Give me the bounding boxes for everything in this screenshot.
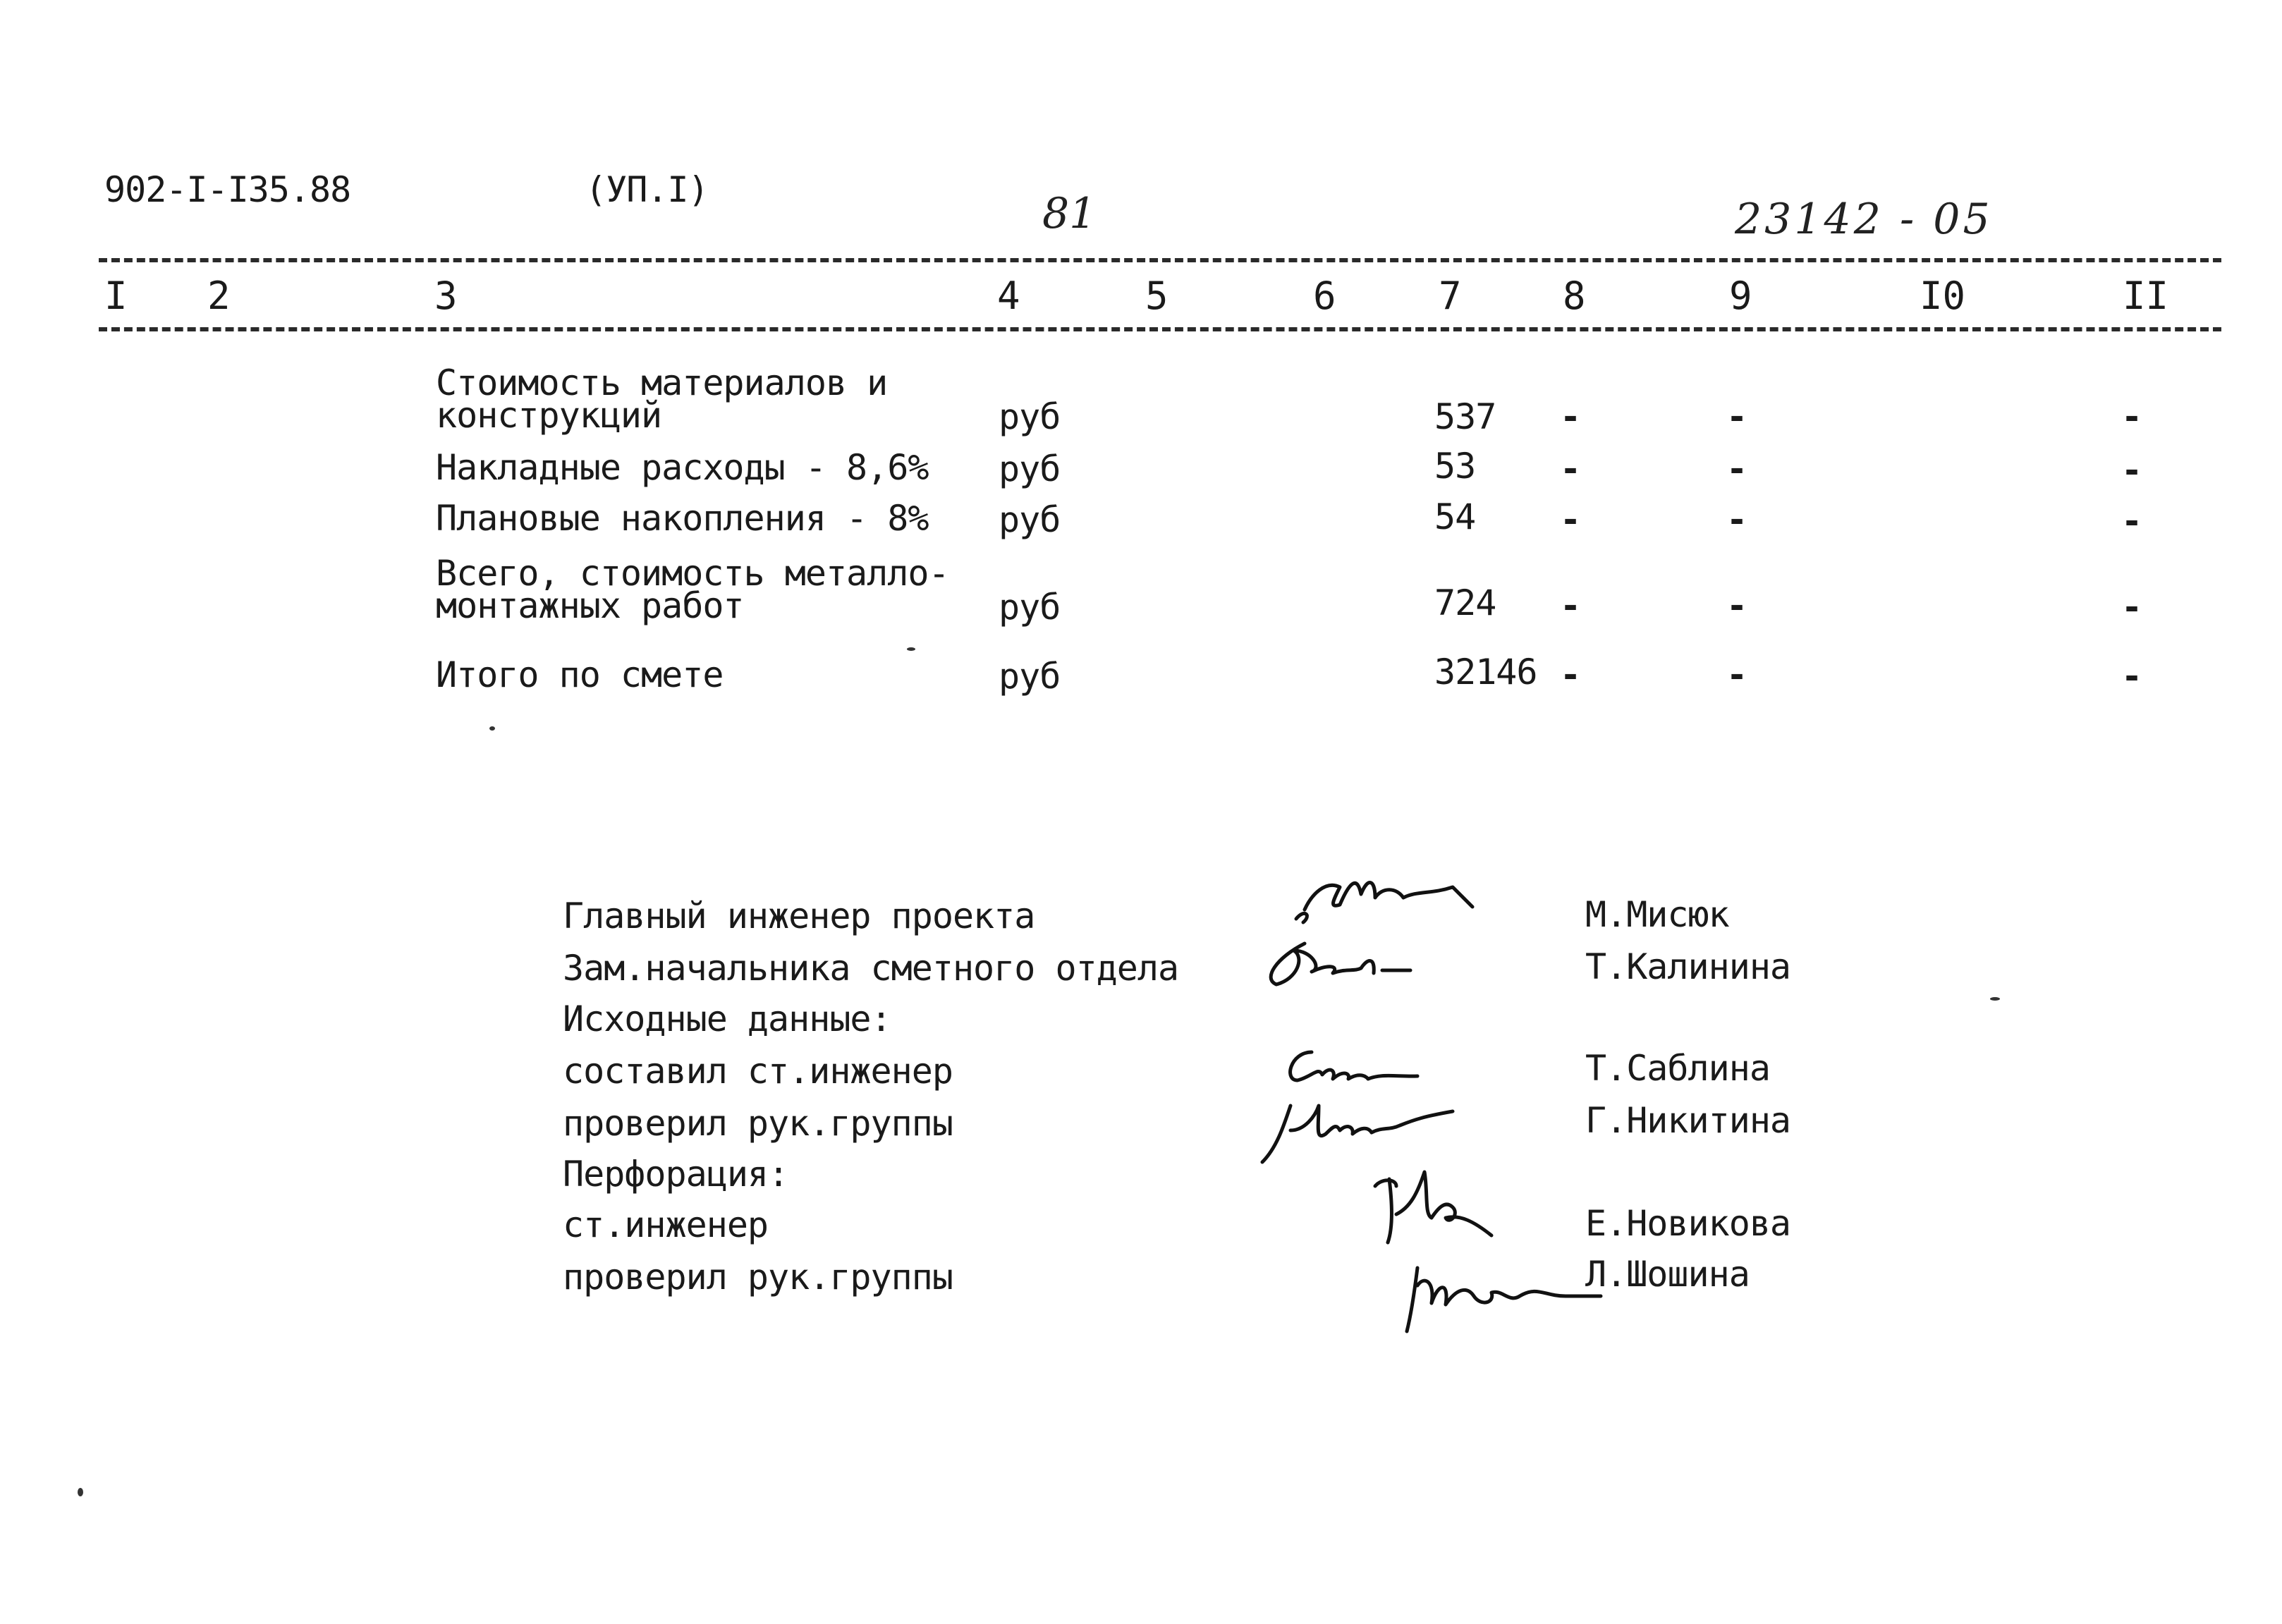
- handwritten-signature: [1396, 1254, 1608, 1338]
- row-unit: руб: [999, 656, 1061, 697]
- signature-role: Зам.начальника сметного отдела: [563, 948, 1179, 989]
- handwritten-signature: [1269, 1038, 1439, 1094]
- row-empty-mark: -: [1726, 654, 1747, 695]
- signature-section-heading: Перфорация:: [563, 1154, 789, 1195]
- handwritten-signature: [1368, 1165, 1537, 1257]
- row-empty-mark: -: [2121, 396, 2142, 437]
- column-number: 7: [1439, 274, 1462, 318]
- row-value: 54: [1434, 496, 1476, 537]
- row-empty-mark: -: [1726, 396, 1747, 437]
- row-empty-mark: -: [2121, 450, 2142, 491]
- row-empty-mark: -: [1560, 448, 1581, 489]
- row-empty-mark: -: [1726, 448, 1747, 489]
- row-value: 53: [1434, 446, 1476, 487]
- signature-name: Т.Саблина: [1585, 1048, 1770, 1089]
- signature-name: Г.Никитина: [1585, 1100, 1791, 1141]
- signature-name: Л.Шошина: [1585, 1254, 1750, 1295]
- row-empty-mark: -: [1560, 654, 1581, 695]
- column-number: 3: [434, 274, 458, 318]
- column-number: 9: [1729, 274, 1752, 318]
- row-value: 32146: [1434, 652, 1537, 692]
- handwritten-signature: [1248, 1092, 1474, 1169]
- header-top-rule: [99, 258, 2221, 262]
- column-number: 2: [207, 274, 231, 318]
- handwritten-signature: [1291, 866, 1488, 929]
- signature-role: составил ст.инженер: [563, 1051, 953, 1092]
- row-label: монтажных работ: [436, 585, 744, 626]
- scan-speck: [907, 647, 915, 651]
- row-label: Накладные расходы - 8,6%: [436, 447, 929, 488]
- row-empty-mark: -: [1560, 499, 1581, 540]
- row-value: 537: [1434, 396, 1496, 437]
- column-number: 8: [1563, 274, 1586, 318]
- row-label: Всего, стоимость металло-: [436, 553, 949, 594]
- row-label: Стоимость материалов и: [436, 362, 888, 403]
- document-code: 902-I-I35.88: [104, 169, 351, 210]
- signature-name: М.Мисюк: [1585, 894, 1729, 935]
- row-unit: руб: [999, 587, 1061, 628]
- column-number: 4: [997, 274, 1020, 318]
- column-number: II: [2123, 274, 2169, 318]
- signature-section-heading: Исходные данные:: [563, 999, 891, 1039]
- row-label: Плановые накопления - 8%: [436, 498, 929, 539]
- signature-name: Т.Калинина: [1585, 946, 1791, 987]
- row-label: конструкций: [436, 395, 662, 436]
- row-unit: руб: [999, 448, 1061, 489]
- column-number: 6: [1313, 274, 1336, 318]
- signature-role: проверил рук.группы: [563, 1103, 953, 1144]
- scan-speck: [78, 1488, 83, 1496]
- scan-speck: [489, 726, 495, 731]
- row-empty-mark: -: [2121, 587, 2142, 628]
- header-bottom-rule: [99, 327, 2221, 331]
- row-empty-mark: -: [1560, 396, 1581, 437]
- section-label: (УП.I): [585, 169, 709, 210]
- archive-number: 23142 - 05: [1735, 195, 1993, 244]
- row-label: Итого по смете: [436, 654, 724, 695]
- row-value: 724: [1434, 582, 1496, 623]
- row-empty-mark: -: [2121, 656, 2142, 697]
- row-empty-mark: -: [1726, 499, 1747, 540]
- column-number: I0: [1920, 274, 1966, 318]
- signature-role: Главный инженер проекта: [563, 896, 1035, 936]
- signature-name: Е.Новикова: [1585, 1203, 1791, 1244]
- signature-role: ст.инженер: [563, 1204, 769, 1245]
- row-empty-mark: -: [1726, 585, 1747, 626]
- scan-speck: [1990, 997, 2000, 1001]
- signature-role: проверил рук.группы: [563, 1257, 953, 1298]
- row-unit: руб: [999, 396, 1061, 437]
- handwritten-signature: [1255, 929, 1439, 993]
- row-empty-mark: -: [1560, 585, 1581, 626]
- page-number: 81: [1042, 189, 1097, 238]
- row-unit: руб: [999, 499, 1061, 540]
- row-empty-mark: -: [2121, 501, 2142, 542]
- column-number: 5: [1145, 274, 1169, 318]
- column-number: I: [104, 274, 128, 318]
